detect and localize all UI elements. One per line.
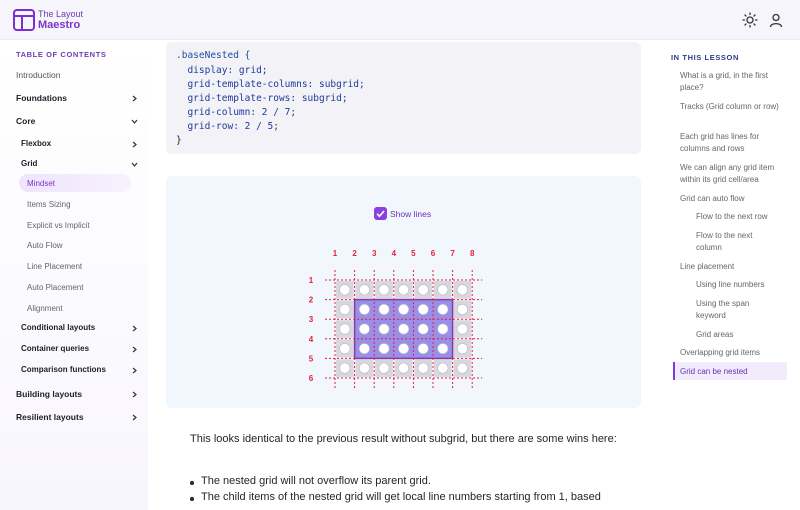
column-number: 8	[469, 249, 475, 258]
grid-item-dot	[359, 343, 369, 353]
sidebar-item-core[interactable]: Core	[16, 116, 36, 126]
row-number: 6	[308, 374, 314, 383]
lesson-link[interactable]: Grid can auto flow	[680, 194, 745, 203]
logo-top-text: The Layout	[38, 9, 84, 19]
grid-item-dot	[398, 304, 408, 314]
grid-item-dot	[438, 304, 448, 314]
grid-item-dot	[457, 343, 467, 353]
lesson-link[interactable]: What is a grid, in the first place?	[680, 71, 769, 92]
sidebar-item-flexbox[interactable]: Flexbox	[21, 139, 52, 148]
chevron-right-icon[interactable]	[131, 325, 138, 332]
sidebar-item-container-queries[interactable]: Container queries	[21, 344, 90, 353]
lesson-link[interactable]: Grid areas	[696, 330, 734, 339]
column-number: 5	[411, 249, 416, 258]
chevron-right-icon[interactable]	[131, 141, 138, 148]
sidebar-item-introduction[interactable]: Introduction	[16, 70, 61, 80]
lesson-link-active[interactable]: Grid can be nested	[680, 367, 748, 376]
grid-item-dot	[398, 285, 408, 295]
grid-item-dot	[398, 343, 408, 353]
column-number: 3	[371, 249, 377, 258]
bullet-dot	[190, 481, 194, 485]
chevron-down-icon[interactable]	[131, 161, 138, 168]
sun-icon[interactable]	[742, 12, 758, 28]
grid-item-dot	[457, 304, 467, 314]
grid-item-dot	[379, 343, 389, 353]
code-block	[166, 42, 641, 154]
grid-item-dot	[359, 324, 369, 334]
grid-item-dot	[398, 324, 408, 334]
lesson-link[interactable]: Overlapping grid items	[680, 348, 761, 357]
user-icon[interactable]	[768, 12, 784, 28]
row-number: 5	[308, 354, 314, 364]
top-header	[0, 0, 800, 40]
lesson-link[interactable]: Line placement	[680, 262, 735, 271]
code-line: grid-row: 2 / 5;	[176, 121, 279, 132]
article-paragraph: This looks identical to the previous result without subgrid, but there are some wins here:	[190, 433, 617, 445]
grid-item-dot	[457, 285, 467, 295]
grid-item-dot	[359, 285, 369, 295]
row-number: 2	[308, 295, 314, 305]
column-number: 7	[450, 249, 455, 258]
grid-item-dot	[340, 343, 350, 353]
chevron-right-icon[interactable]	[131, 414, 138, 421]
grid-item-dot	[379, 285, 389, 295]
sidebar-item-comparison-functions[interactable]: Comparison functions	[21, 365, 106, 374]
logo-icon[interactable]	[13, 9, 35, 31]
grid-item-dot	[340, 363, 350, 373]
sidebar-item-conditional-layouts[interactable]: Conditional layouts	[21, 323, 96, 332]
grid-item-dot	[340, 285, 350, 295]
grid-item-dot	[418, 343, 428, 353]
article-bullet: The child items of the nested grid will get local line numbers starting from 1, based	[201, 491, 601, 503]
sidebar-item-resilient-layouts[interactable]: Resilient layouts	[16, 412, 84, 422]
code-line: grid-column: 2 / 7;	[176, 107, 297, 118]
chevron-right-icon[interactable]	[131, 346, 138, 353]
logo-bottom-text: Maestro	[38, 19, 81, 31]
chevron-down-icon[interactable]	[131, 118, 138, 125]
column-number: 1	[332, 249, 338, 258]
column-number: 6	[430, 249, 436, 258]
sidebar-item-alignment[interactable]: Alignment	[27, 304, 63, 313]
grid-item-dot	[438, 363, 448, 373]
toc-title: TABLE OF CONTENTS	[16, 50, 107, 59]
code-line: grid-template-columns: subgrid;	[176, 79, 365, 90]
lesson-link[interactable]: Using the span keyword	[696, 299, 750, 320]
grid-item-dot	[340, 324, 350, 334]
grid-item-dot	[418, 324, 428, 334]
grid-item-dot	[379, 324, 389, 334]
lesson-link[interactable]: We can align any grid item within its grid cell/area	[680, 163, 775, 184]
code-line: .baseNested {	[176, 50, 251, 61]
lesson-link[interactable]: Using line numbers	[696, 280, 765, 289]
sidebar-item-foundations[interactable]: Foundations	[16, 93, 67, 103]
sidebar-item-grid[interactable]: Grid	[21, 159, 38, 168]
chevron-right-icon[interactable]	[131, 95, 138, 102]
sidebar-item-explicit-vs-implicit[interactable]: Explicit vs Implicit	[27, 221, 90, 230]
grid-lines-diagram	[300, 242, 500, 392]
row-number: 1	[308, 276, 314, 285]
grid-item-dot	[340, 304, 350, 314]
show-lines-checkbox[interactable]	[374, 207, 387, 220]
lesson-link[interactable]: Flow to the next column	[696, 231, 753, 252]
grid-item-dot	[418, 285, 428, 295]
chevron-right-icon[interactable]	[131, 367, 138, 374]
grid-item-dot	[359, 363, 369, 373]
sidebar-item-building-layouts[interactable]: Building layouts	[16, 389, 83, 399]
sidebar-item-mindset[interactable]: Mindset	[27, 179, 56, 188]
grid-item-dot	[418, 363, 428, 373]
grid-item-dot	[438, 285, 448, 295]
row-number: 3	[308, 315, 314, 325]
sidebar	[0, 40, 148, 510]
bullet-dot	[190, 497, 194, 501]
grid-item-dot	[438, 343, 448, 353]
logo-wordmark[interactable]	[38, 9, 83, 30]
show-lines-label[interactable]: Show lines	[390, 209, 432, 219]
chevron-right-icon[interactable]	[131, 391, 138, 398]
grid-item-dot	[359, 304, 369, 314]
sidebar-item-auto-flow[interactable]: Auto Flow	[27, 241, 63, 250]
sidebar-item-auto-placement[interactable]: Auto Placement	[27, 283, 84, 292]
grid-item-dot	[457, 363, 467, 373]
column-number: 2	[352, 249, 357, 258]
grid-item-dot	[418, 304, 428, 314]
code-line: display: grid;	[176, 65, 268, 76]
article-bullet: The nested grid will not overflow its parent grid.	[201, 475, 431, 487]
grid-item-dot	[438, 324, 448, 334]
check-icon	[374, 207, 387, 220]
sidebar-item-items-sizing[interactable]: Items Sizing	[27, 200, 71, 209]
grid-item-dot	[398, 363, 408, 373]
grid-item-dot	[379, 363, 389, 373]
code-line: grid-template-rows: subgrid;	[176, 93, 348, 104]
grid-item-dot	[457, 324, 467, 334]
lesson-link[interactable]: Tracks (Grid column or row)	[680, 102, 779, 111]
row-number: 4	[308, 334, 314, 344]
sidebar-item-line-placement[interactable]: Line Placement	[27, 262, 83, 271]
code-line: }	[176, 135, 182, 146]
column-number: 4	[391, 249, 397, 258]
lesson-link[interactable]: Flow to the next row	[696, 212, 768, 221]
lesson-toc-title: IN THIS LESSON	[671, 53, 739, 62]
grid-item-dot	[379, 304, 389, 314]
lesson-link[interactable]: Each grid has lines for columns and rows	[680, 132, 760, 153]
